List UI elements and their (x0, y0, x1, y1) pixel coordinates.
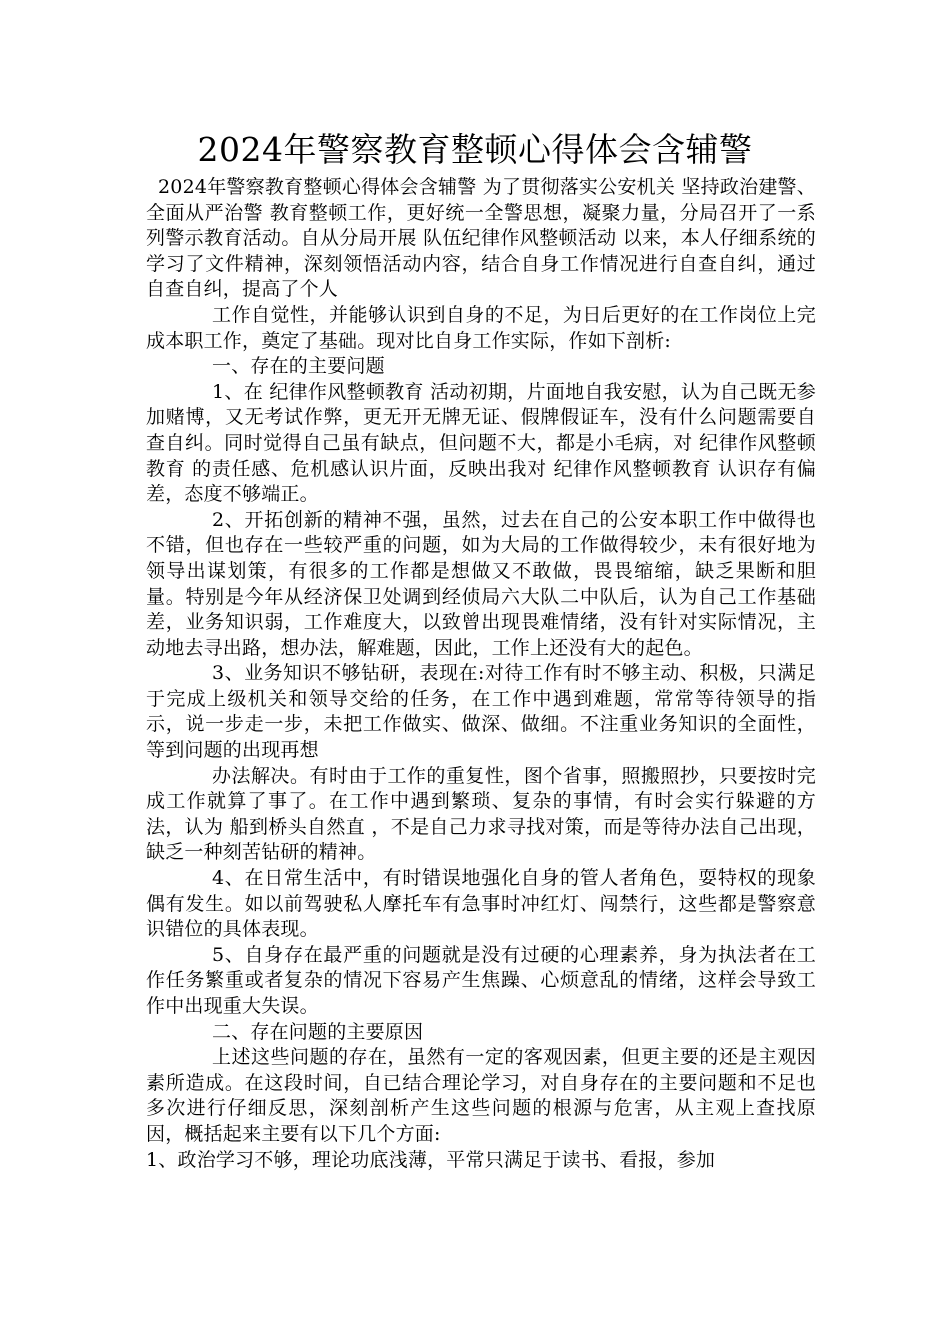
paragraph-problem-3-continued: 办法解决。有时由于工作的重复性，图个省事，照搬照抄，只要按时完成工作就算了事了。在工作中遇到繁琐、复杂的事情，有时会实行躲避的方法，认为 船到桥头自然直 ，不是自己力求寻找对策，而是等待办法自己出现，缺乏一种刻苦钻研的精神。 (146, 764, 816, 864)
paragraph-problem-4: 4、在日常生活中，有时错误地强化自身的管人者角色，耍特权的现象偶有发生。如以前驾驶私人摩托车有急事时冲红灯、闯禁行，这些都是警察意识错位的具体表现。 (146, 867, 816, 941)
paragraph-cause-1: 1、政治学习不够，理论功底浅薄，平常只满足于读书、看报，参加 (146, 1148, 716, 1171)
paragraph-problem-3: 3、业务知识不够钻研，表现在:对待工作有时不够主动、积极，只满足于完成上级机关和领导交给的任务，在工作中遇到难题，常常等待领导的指示，说一步走一步，未把工作做实、做深、做细。不注重业务知识的全面性，等到问题的出现再想 (146, 662, 816, 762)
paragraph-problem-1: 1、在 纪律作风整顿教育 活动初期，片面地自我安慰，认为自己既无参加赌博，又无考试作弊，更无开无牌无证、假牌假证车，没有什么问题需要自查自纠。同时觉得自己虽有缺点，但问题不大，都是小毛病，对 纪律作风整顿教育 的责任感、危机感认识片面，反映出我对 纪律作风整顿教育 认识存有偏差，态度不够端正。 (146, 380, 816, 506)
paragraph-problem-5: 5、自身存在最严重的问题就是没有过硬的心理素养，身为执法者在工作任务繁重或者复杂的情况下容易产生焦躁、心烦意乱的情绪，这样会导致工作中出现重大失误。 (146, 943, 816, 1017)
paragraph-problem-2: 2、开拓创新的精神不强，虽然，过去在自己的公安本职工作中做得也不错，但也存在一些较严重的问题，如为大局的工作做得较少，未有很好地为领导出谋划策，有很多的工作都是想做又不敢做，畏畏缩缩，缺乏果断和胆量。特别是今年从经济保卫处调到经侦局六大队二中队后，认为自己工作基础差，业务知识弱，工作难度大，以致曾出现畏难情绪，没有针对实际情况，主动地去寻出路，想办法，解难题，因此，工作上还没有大的起色。 (146, 508, 816, 659)
paragraph-intro: 2024年警察教育整顿心得体会含辅警 为了贯彻落实公安机关 坚持政治建警、全面从严治警 教育整顿工作，更好统一全警思想，凝聚力量，分局召开了一系列警示教育活动。自从分局开展 队伍纪律作风整顿活动 以来，本人仔细系统的学习了文件精神，深刻领悟活动内容，结合自身工作情况进行自查自纠，通过自查自纠，提高了个人 (146, 176, 816, 301)
section-heading-main-causes: 二、存在问题的主要原因 (212, 1020, 424, 1043)
paragraph-continuation: 工作自觉性，并能够认识到自身的不足，为日后更好的在工作岗位上完成本职工作，奠定了基础。现对比自身工作实际，作如下剖析: (146, 303, 816, 352)
document-body (146, 175, 816, 1173)
document-title: 2024年警察教育整顿心得体会含辅警 (197, 130, 753, 169)
paragraph-causes-intro: 上述这些问题的存在，虽然有一定的客观因素，但更主要的还是主观因素所造成。在这段时间，自已结合理论学习，对自身存在的主要问题和不足也多次进行仔细反思，深刻剖析产生这些问题的根源与危害，从主观上查找原因，概括起来主要有以下几个方面: (146, 1046, 816, 1145)
section-heading-main-problems: 一、存在的主要问题 (212, 355, 385, 378)
